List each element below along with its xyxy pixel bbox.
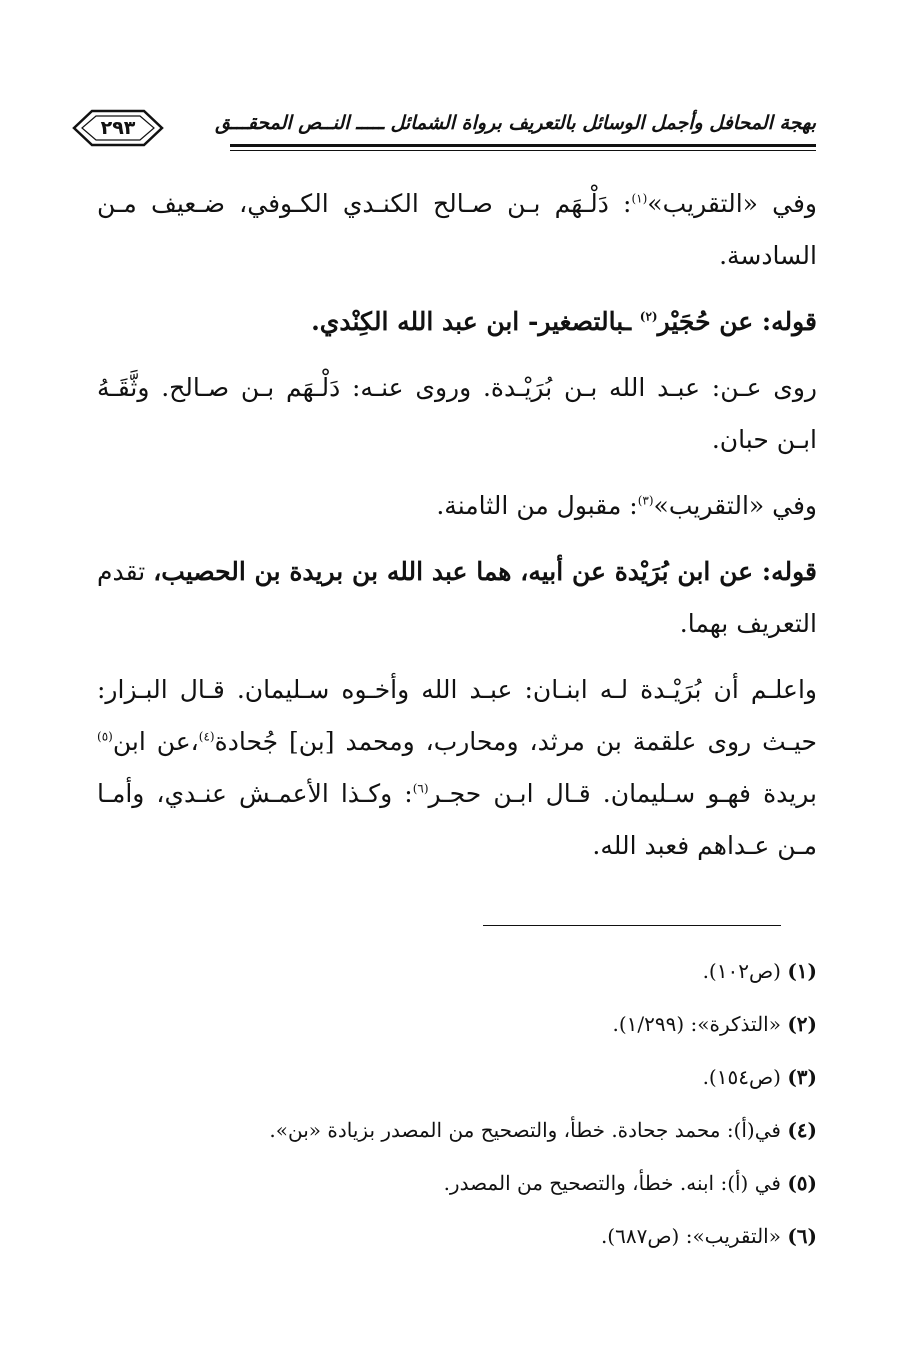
paragraph-narrators: روى عـن: عبـد الله بـن بُرَيْـدة. وروى عنـه: دَلْـهَم بـن صـالح. وثَّقَـهُ ابـن حبان. [97,373,817,454]
footnote-ref-4[interactable]: (٤) [198,729,215,744]
heading-hujayr: قوله: عن حُجَيْر$^{(٢)}$ ـبالتصغير- ابن عبد الله الكِنْدي. [311,307,817,336]
footnote-ref-3[interactable]: (٣) [637,493,654,508]
footnotes [180,945,817,1263]
footnote-separator [483,925,781,926]
page-number-badge [70,108,166,148]
paragraph-taqrib: وفي «التقريب»$^{(٣)}$: مقبول من الثامنة. [436,491,817,520]
paragraph-ibn-buraydah: قوله: عن ابن بُرَيْدة عن أبيه، هما عبد الله بن بريدة بن الحصيب، تقدم التعريف بهما. [97,557,817,638]
footnote-5: (٥) في (أ): ابنه. خطأ، والتصحيح من المصدر. [443,1171,817,1195]
main-text [97,178,817,886]
footnote-4: (٤) في(أ): محمد جحادة. خطأ، والتصحيح من المصدر بزيادة «بن». [269,1118,817,1142]
running-header [70,108,816,152]
paragraph-sons: واعلـم أن بُرَيْـدة لـه ابنـان: عبـد الله وأخـوه سـليمان. قـال البـزار: حيـث روى علقمة بن مرثد، ومحارب، ومحمد [بن] جُحادة$^{(٤)}$،عن ابن$^{(٥)}$ بريدة فهـو سـليمان. قـال ابـن حجـر$^{(٦)}$: وكـذا الأعمـش عنـدي، وأمـا مـن عـداهم فعبد الله. [97,675,818,860]
footnote-2: (٢) «التذكرة»: (١/٢٩٩). [612,1012,817,1036]
footnote-ref-6[interactable]: (٦) [412,781,429,796]
book-title: بهجة المحافل وأجمل الوسائل بالتعريف برواة الشمائل ـــــ النــص المحقـــق [215,112,816,134]
footnote-ref-5[interactable]: (٥) [97,729,113,744]
footnote-1: (١) (ص١٠٢). [702,959,817,983]
footnote-3: (٣) (ص١٥٤). [702,1065,817,1089]
header-rule-thick [230,144,816,147]
footnote-ref-1[interactable]: (١) [631,191,648,206]
page-number: ٢٩٣ [100,117,136,139]
footnote-ref-2[interactable]: (٢) [639,309,658,324]
header-rule-thin [230,150,816,151]
footnote-6: (٦) «التقريب»: (ص٦٨٧). [600,1224,817,1248]
paragraph-dalham: وفي «التقريب»$^{(١)}$: دَلْـهَم بـن صـالح الكنـدي الكـوفي، ضـعيف مـن السادسة. [97,189,818,270]
